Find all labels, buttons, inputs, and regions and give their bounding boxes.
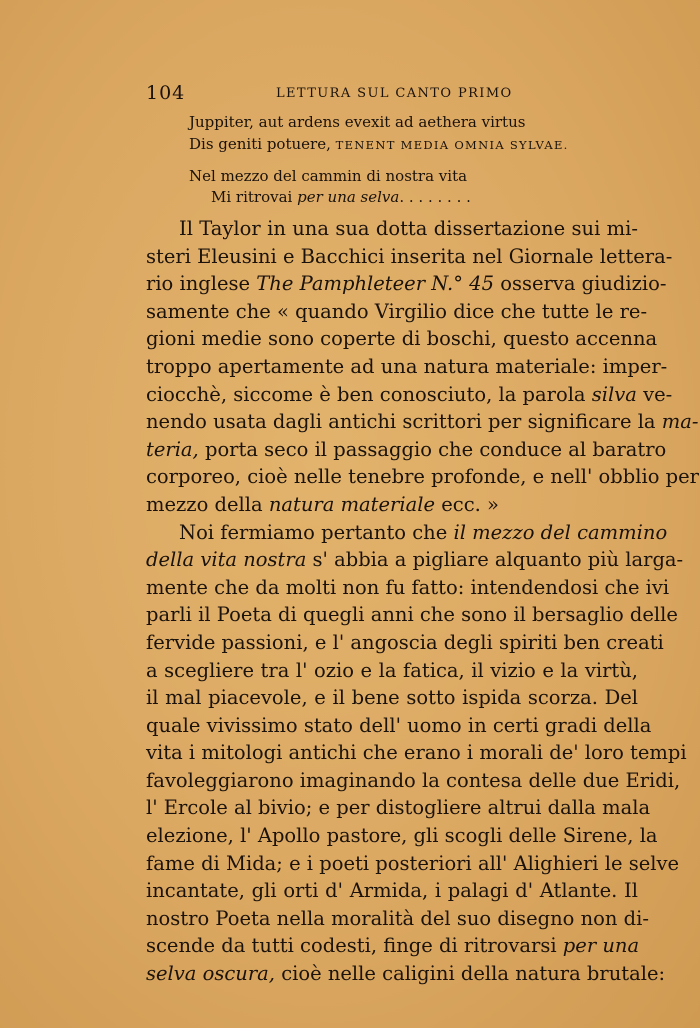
dante-quote-line-2: Mi ritrovai per una selva. . . . . . . .	[211, 188, 471, 206]
paragraph-2-line: quale vivissimo stato dell' uomo in certi gradi della	[146, 713, 652, 737]
body-text	[146, 215, 699, 988]
latin-quote-line-2: Dis geniti potuere, TENENT MEDIA OMNIA SYLVAE.	[189, 135, 569, 153]
paragraph-1-line: steri Eleusini e Bacchici inserita nel Giornale lettera-	[146, 244, 673, 268]
paragraph-2-line: fame di Mida; e i poeti posteriori all' Alighieri le selve	[146, 851, 680, 875]
dante-quote-line-1: Nel mezzo del cammin di nostra vita	[189, 167, 468, 185]
paragraph-2-line: Noi fermiamo pertanto che il mezzo del cammino	[179, 520, 668, 544]
paragraph-2-line: parli il Poeta di quegli anni che sono il bersaglio delle	[146, 603, 678, 627]
paragraph-2-line: nostro Poeta nella moralità del suo disegno non di-	[146, 906, 649, 930]
paragraph-2-line: fervide passioni, e l' angoscia degli spiriti ben creati	[146, 630, 664, 654]
paragraph-2-line: elezione, l' Apollo pastore, gli scogli delle Sirene, la	[146, 824, 658, 848]
running-head: LETTURA SUL CANTO PRIMO	[276, 86, 513, 101]
paragraph-1-line: mezzo della natura materiale ecc. »	[146, 492, 499, 516]
paragraph-2-line: l' Ercole al bivio; e per distogliere altrui dalla mala	[146, 796, 651, 820]
paragraph-1-line: nendo usata dagli antichi scrittori per significare la ma-	[146, 410, 699, 434]
paragraph-1-line: teria, porta seco il passaggio che conduce al baratro	[146, 437, 667, 461]
paragraph-2-line: scende da tutti codesti, finge di ritrovarsi per una	[146, 934, 640, 958]
paragraph-2-line: mente che da molti non fu fatto: intendendosi che ivi	[146, 575, 670, 599]
paragraph-2-line: incantate, gli orti d' Armida, i palagi d' Atlante. Il	[146, 879, 638, 903]
paragraph-1-line: corporeo, cioè nelle tenebre profonde, e nell' obblio per	[146, 465, 699, 489]
paragraph-1-line: ciocchè, siccome è ben conosciuto, la parola silva ve-	[146, 382, 673, 406]
page-number: 104	[146, 82, 186, 104]
paragraph-1-line: gioni medie sono coperte di boschi, questo accenna	[146, 327, 658, 351]
paragraph-2-line: selva oscura, cioè nelle caligini della natura brutale:	[146, 962, 666, 986]
paragraph-2-line: vita i mitologi antichi che erano i morali de' loro tempi	[146, 741, 687, 765]
paragraph-2-line: della vita nostra s' abbia a pigliare alquanto più larga-	[146, 548, 684, 572]
paragraph-1-line: Il Taylor in una sua dotta dissertazione sui mi-	[179, 217, 638, 240]
page-header	[146, 82, 646, 106]
paragraph-1-line: troppo apertamente ad una natura materiale: imper-	[146, 354, 668, 378]
paragraph-1-line: samente che « quando Virgilio dice che tutte le re-	[146, 299, 648, 323]
paragraph-2-line: il mal piacevole, e il bene sotto ispida scorza. Del	[146, 686, 638, 710]
paragraph-2-line: a scegliere tra l' ozio e la fatica, il vizio e la virtù,	[146, 658, 638, 682]
paragraph-2-line: favoleggiarono imaginando la contesa delle due Eridi,	[146, 768, 681, 792]
latin-quote-line-1: Juppiter, aut ardens evexit ad aethera virtus	[189, 113, 526, 131]
paragraph-1-line: rio inglese The Pamphleteer N.° 45 osserva giudizio-	[146, 272, 667, 296]
